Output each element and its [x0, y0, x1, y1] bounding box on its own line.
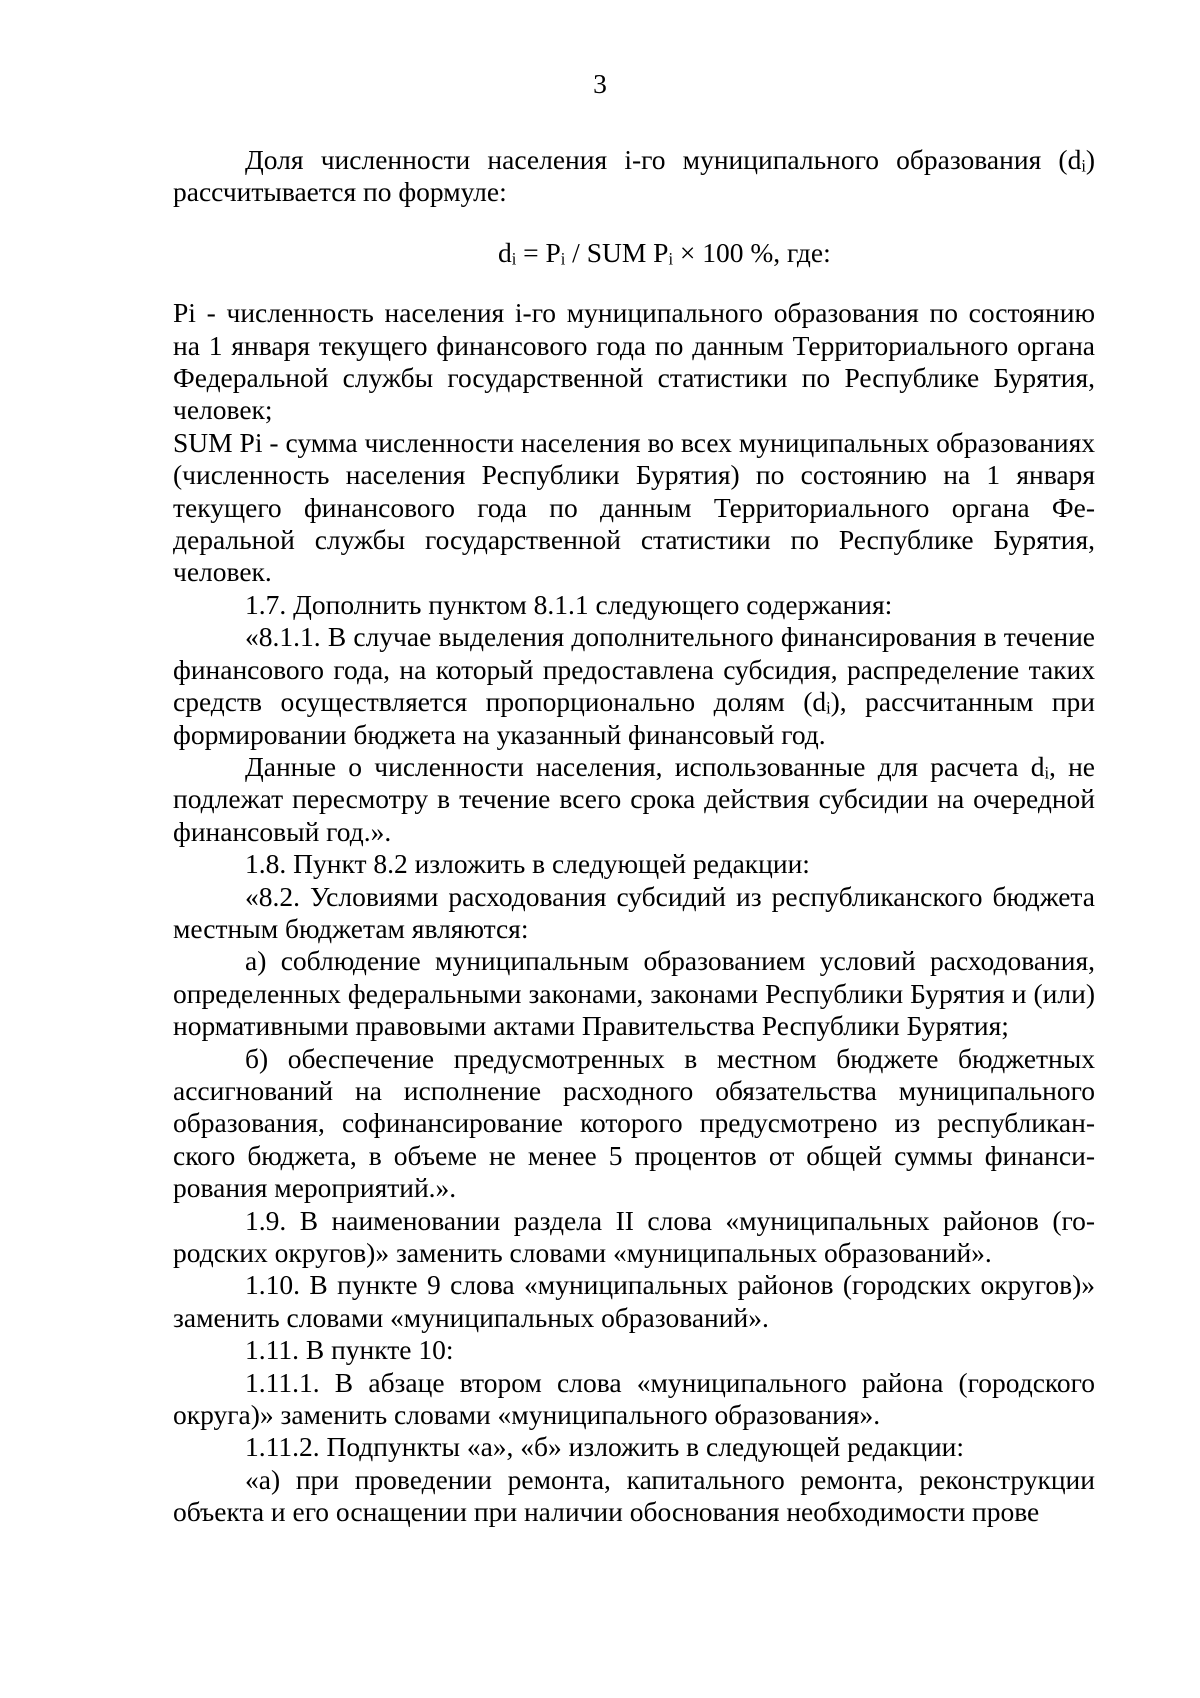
formula: dᵢ = Pᵢ / SUM Pᵢ × 100 %, где: [498, 236, 831, 268]
paragraph-item-8-1-1: «8.1.1. В случае выделения дополнительного финансирования в течение финансового года, на который предоставлена субсидия, распределение таких средств осуществляется пропорционально долям (dᵢ), рассчитанным при формировании бюджета на указанный финансовый год. [173, 621, 1095, 750]
paragraph-population-data: Данные о численности населения, использованные для расчета dᵢ, не подлежат пересмотру в течение всего срока действия субсидии на очередной финансовый год.». [173, 750, 1095, 847]
paragraph-share-definition: Доля численности населения i-го муниципального образования (dᵢ) рассчитывается по формуле: [173, 144, 1095, 208]
paragraph-subitem-b: б) обеспечение предусмотренных в местном бюджете бюджетных ассигнований на исполнение расходного обязательства муниципального образования, софинансирование которого предусмотрено из республиканского бюджета, в объеме не менее 5 процентов от общей суммы финансирования мероприятий.». [173, 1042, 1095, 1204]
page-number: 3 [593, 68, 607, 99]
paragraph-subitem-a-repair: «а) при проведении ремонта, капитального ремонта, реконструкции объекта и его оснащении при наличии обоснования необходимости прове [173, 1463, 1095, 1528]
paragraph-item-1-11-2: 1.11.2. Подпункты «а», «б» изложить в следующей редакции: [245, 1431, 965, 1463]
paragraph-item-1-7: 1.7. Дополнить пунктом 8.1.1 следующего содержания: [245, 588, 893, 620]
document-body [173, 144, 1095, 1529]
paragraph-pi-definition: Pi - численность населения i-го муниципального образования по состоянию на 1 января текущего финансового года по данным Территориального органа Федеральной службы государственной статистики по Республике Бурятия, человек; [173, 297, 1095, 426]
paragraph-item-1-11: 1.11. В пункте 10: [245, 1334, 454, 1366]
paragraph-item-1-8: 1.8. Пункт 8.2 изложить в следующей редакции: [245, 848, 810, 880]
paragraph-item-1-10: 1.10. В пункте 9 слова «муниципальных районов (городских округов)» заменить словами «муниципальных образований». [173, 1269, 1095, 1333]
paragraph-item-1-11-1: 1.11.1. В абзаце втором слова «муниципального района (городского округа)» заменить словами «муниципального образования». [173, 1366, 1095, 1431]
paragraph-item-1-9: 1.9. В наименовании раздела II слова «муниципальных районов (городских округов)» заменить словами «муниципальных образований». [173, 1204, 1095, 1268]
paragraph-subitem-a: а) соблюдение муниципальным образованием условий расходования, определенных федеральными законами, законами Республики Бурятия и (или) нормативными правовыми актами Правительства Республики Бурятия; [173, 945, 1095, 1042]
paragraph-item-8-2: «8.2. Условиями расходования субсидий из республиканского бюджета местным бюджетам являются: [173, 880, 1095, 944]
paragraph-sum-pi-definition: SUM Pi - сумма численности населения во всех муниципальных образованиях (численность населения Республики Бурятия) по состоянию на 1 января текущего финансового года по данным Территориального органа Федеральной службы государственной статистики по Республике Бурятия, человек. [173, 426, 1095, 588]
